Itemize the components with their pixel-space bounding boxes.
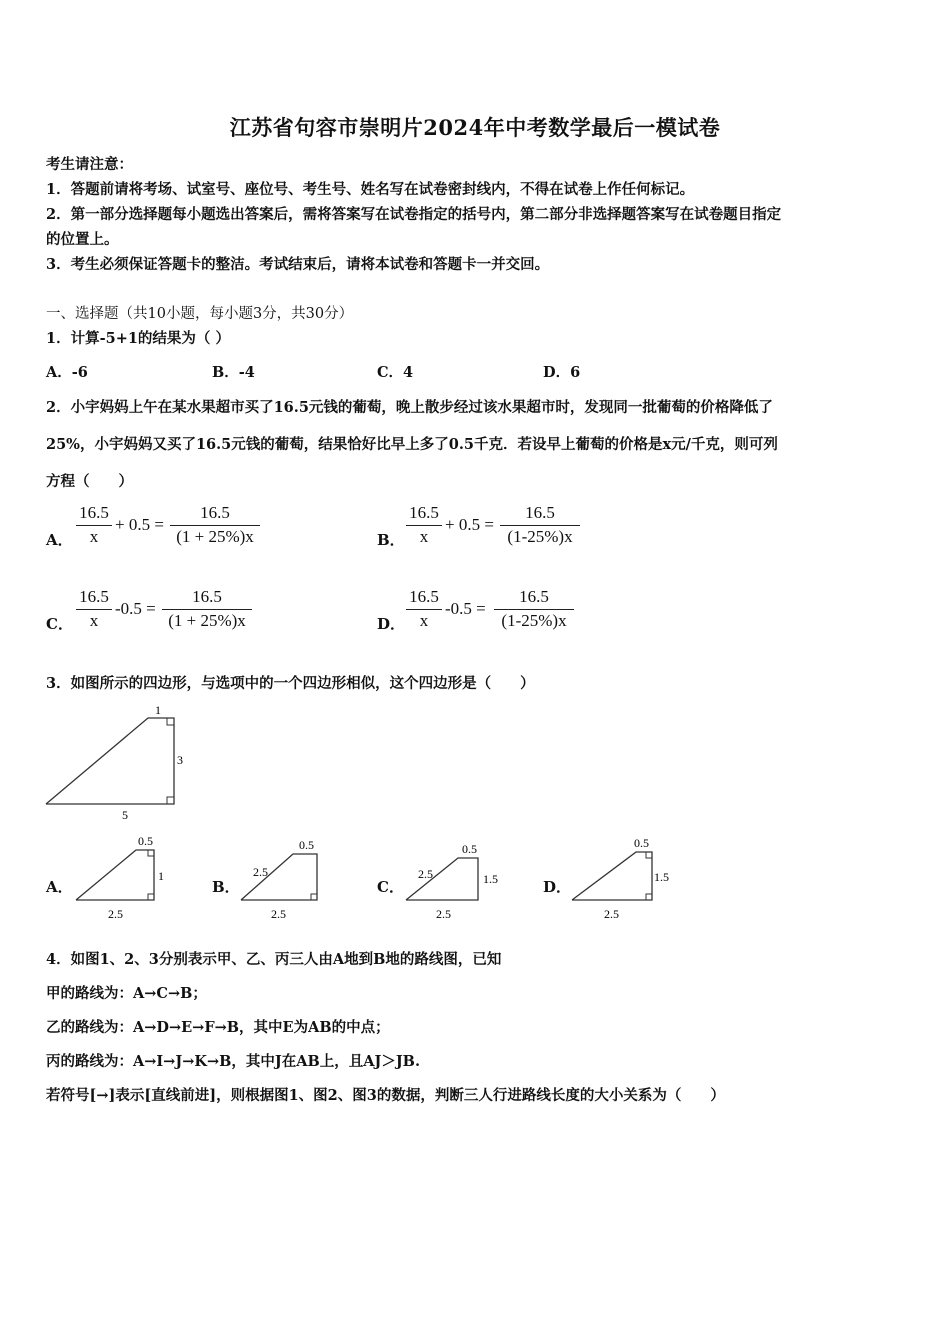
q1-option-c <box>377 361 413 382</box>
side-label-bottom: 2.5 <box>108 907 123 921</box>
q2-option-d-label: D． <box>377 615 406 633</box>
equation-operator: -0.5 = <box>115 599 156 618</box>
side-label-bottom: 2.5 <box>604 907 619 921</box>
fraction-numerator: 16.5 <box>79 587 109 606</box>
side-label-top: 1 <box>155 703 161 717</box>
equation-operator: + 0.5 = <box>115 515 164 534</box>
right-angle-mark <box>167 718 174 725</box>
side-label-bottom: 5 <box>122 808 128 822</box>
option-label: D． <box>543 364 571 381</box>
fraction-numerator: 16.5 <box>525 503 555 522</box>
fraction-right <box>500 503 580 549</box>
fraction-bar <box>406 525 442 526</box>
q3-option-d-label: D． <box>543 878 572 896</box>
notice-heading: 考生请注意： <box>46 156 133 173</box>
right-angle-mark <box>148 894 154 900</box>
q3-option-b-figure <box>235 830 340 925</box>
right-angle-mark <box>311 894 317 900</box>
q3-option-d-figure <box>566 830 681 925</box>
right-angle-mark <box>646 894 652 900</box>
side-label-slant: 2.5 <box>418 867 433 881</box>
side-label-bottom: 2.5 <box>436 907 451 921</box>
quadrilateral-outline <box>406 858 478 900</box>
fraction-bar <box>170 525 260 526</box>
fraction-denominator: (1-25%)x <box>501 611 567 630</box>
side-label-top: 0.5 <box>138 834 153 848</box>
question-4-line: 甲的路线为：A→C→B； <box>46 985 207 1002</box>
side-label-top: 0.5 <box>462 842 477 856</box>
right-angle-mark <box>167 797 174 804</box>
question-4-line: 乙的路线为：A→D→E→F→B，其中E为AB的中点； <box>46 1019 390 1036</box>
side-label-right: 1.5 <box>654 870 669 884</box>
side-label-right: 1 <box>158 869 164 883</box>
side-label-top: 0.5 <box>634 836 649 850</box>
right-angle-mark <box>148 850 154 856</box>
question-4-line: 4．如图1、2、3分别表示甲、乙、丙三人由A地到B地的路线图，已知 <box>46 951 502 968</box>
fraction-denominator: (1-25%)x <box>507 527 573 546</box>
fraction-denominator: x <box>419 527 429 546</box>
notice-item: 3．考生必须保证答题卡的整洁。考试结束后，请将本试卷和答题卡一并交回。 <box>46 256 550 273</box>
question-1-stem: 1．计算-5+1的结果为（ ） <box>46 330 230 347</box>
q1-option-a <box>46 361 88 382</box>
fraction-numerator: 16.5 <box>200 503 230 522</box>
equation-operator: -0.5 = <box>445 599 486 618</box>
side-label-right: 3 <box>177 753 183 767</box>
fraction-left <box>406 587 442 633</box>
main-quadrilateral-figure <box>40 700 200 825</box>
q2-option-b-label: B． <box>377 531 405 549</box>
option-label: A． <box>46 364 72 381</box>
notice-item: 2．第一部分选择题每小题选出答案后，需将答案写在试卷指定的括号内，第二部分非选择题答案写在试卷题目指定 <box>46 206 782 223</box>
fraction-bar <box>500 525 580 526</box>
fraction-right <box>170 503 260 549</box>
q3-option-c-label: C． <box>377 878 404 896</box>
fraction-bar <box>406 609 442 610</box>
option-label: B． <box>212 364 239 381</box>
section-heading: 一、选择题（共10小题，每小题3分，共30分） <box>46 306 354 322</box>
page-title: 江苏省句容市崇明片2024年中考数学最后一模试卷 <box>229 115 721 140</box>
question-4-line: 丙的路线为：A→I→J→K→B，其中J在AB上，且AJ＞JB. <box>46 1053 420 1070</box>
quadrilateral-outline <box>572 852 652 900</box>
quadrilateral-outline <box>46 718 174 804</box>
notice-item: 的位置上。 <box>46 231 119 248</box>
fraction-denominator: (1 + 25%)x <box>168 611 246 630</box>
fraction-left <box>406 503 442 549</box>
q1-option-b <box>212 361 255 382</box>
q2-option-c-label: C． <box>46 615 73 633</box>
fraction-numerator: 16.5 <box>519 587 549 606</box>
fraction-numerator: 16.5 <box>409 587 439 606</box>
q3-option-a-label: A． <box>46 878 73 896</box>
side-label-bottom: 2.5 <box>271 907 286 921</box>
option-text: -6 <box>71 364 88 381</box>
fraction-left <box>76 587 112 633</box>
option-text: 4 <box>403 364 414 381</box>
question-3-stem: 3．如图所示的四边形，与选项中的一个四边形相似，这个四边形是（ ） <box>46 675 535 692</box>
fraction-left <box>76 503 112 549</box>
question-2-line: 方程（ ） <box>46 473 133 490</box>
side-label-slant: 2.5 <box>253 865 268 879</box>
fraction-numerator: 16.5 <box>409 503 439 522</box>
fraction-numerator: 16.5 <box>79 503 109 522</box>
q1-option-d <box>543 361 580 382</box>
notice-item: 1．答题前请将考场、试室号、座位号、考生号、姓名写在试卷密封线内，不得在试卷上作任何标记。 <box>46 181 695 198</box>
fraction-denominator: x <box>89 527 99 546</box>
q3-option-b-label: B． <box>212 878 240 896</box>
question-2-line: 25%，小宇妈妈又买了16.5元钱的葡萄，结果恰好比早上多了0.5千克．若设早上葡萄的价格是x元/千克，则可列 <box>46 436 778 453</box>
q2-option-a-label: A． <box>46 531 73 549</box>
right-angle-mark <box>646 852 652 858</box>
fraction-bar <box>76 609 112 610</box>
fraction-right <box>494 587 574 633</box>
question-2-line: 2．小宇妈妈上午在某水果超市买了16.5元钱的葡萄，晚上散步经过该水果超市时，发现同一批葡萄的价格降低了 <box>46 399 773 416</box>
fraction-bar <box>494 609 574 610</box>
fraction-bar <box>76 525 112 526</box>
q3-option-a-figure <box>70 830 175 925</box>
fraction-right <box>162 587 252 633</box>
option-label: C． <box>377 364 404 381</box>
q3-option-c-figure <box>400 830 510 925</box>
option-text: 6 <box>570 364 581 381</box>
fraction-denominator: x <box>419 611 429 630</box>
fraction-numerator: 16.5 <box>192 587 222 606</box>
side-label-right: 1.5 <box>483 872 498 886</box>
quadrilateral-outline <box>76 850 154 900</box>
fraction-bar <box>162 609 252 610</box>
fraction-denominator: (1 + 25%)x <box>176 527 254 546</box>
side-label-top: 0.5 <box>299 838 314 852</box>
question-4-line: 若符号[→]表示[直线前进]，则根据图1、图2、图3的数据，判断三人行进路线长度的大小关系为（ ） <box>46 1087 725 1104</box>
option-text: -4 <box>238 364 255 381</box>
equation-operator: + 0.5 = <box>445 515 494 534</box>
fraction-denominator: x <box>89 611 99 630</box>
